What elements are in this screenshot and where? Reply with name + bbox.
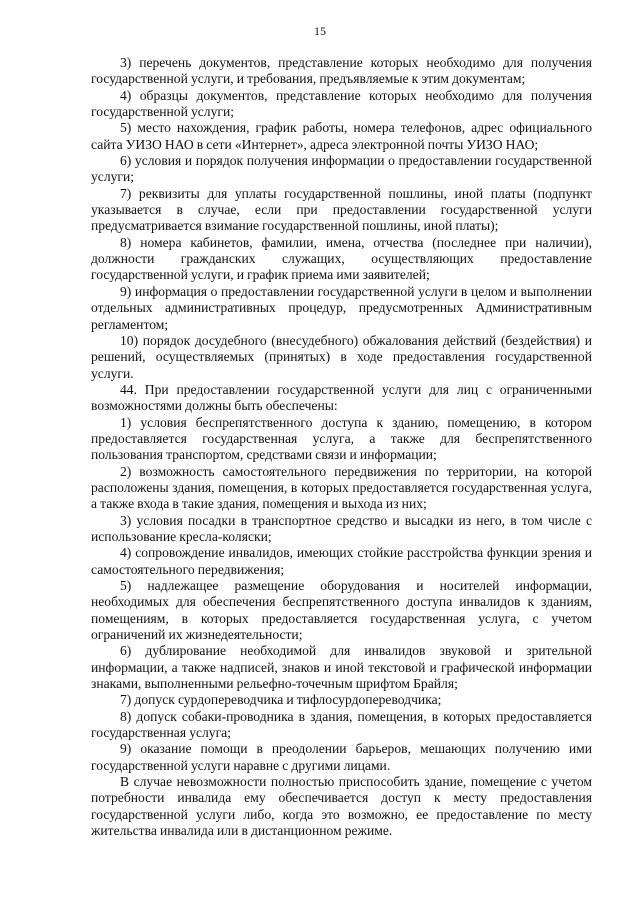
list-item-equipment: 5) надлежащее размещение оборудования и носителей информации, необходимых для обеспечения беспрепятственного доступа инвалидов к зданиям, помещениям, в которых предоставляется государственная услуга, с учетом ограничений их жизнедеятельности;: [91, 578, 592, 643]
list-item-access-conditions: 1) условия беспрепятственного доступа к зданию, помещению, в котором предоставляется государственная услуга, а также для беспрепятственного пользования транспортом, средствами связи и информации;: [91, 414, 592, 463]
list-item-interpreter: 7) допуск сурдопереводчика и тифлосурдопереводчика;: [120, 692, 442, 708]
list-item-contacts: 5) место нахождения, график работы, номера телефонов, адрес официального сайта УИЗО НАО в сети «Интернет», адреса электронной почты УИЗО НАО;: [91, 120, 592, 152]
list-item-info-conditions: 6) условия и порядок получения информации о предоставлении государственной услуги;: [91, 153, 592, 185]
closing-paragraph: В случае невозможности полностью приспособить здание, помещение с учетом потребности инвалида ему обеспечивается доступ к месту предоставления государственной услуги либо, когда это возможно, ее предоставление по месту жительства инвалида или в дистанционном режиме.: [91, 774, 592, 839]
section-44-intro: 44. При предоставлении государственной услуги для лиц с ограниченными возможностями должны быть обеспечены:: [91, 381, 592, 414]
document-body: [91, 55, 592, 840]
list-item-appeal-procedure: 10) порядок досудебного (внесудебного) обжалования действий (бездействия) и решений, осуществляемых (принятых) в ходе предоставления государственной услуги.: [91, 332, 592, 381]
page-number: 15: [314, 24, 326, 38]
list-item-office-staff: 8) номера кабинетов, фамилии, имена, отчества (последнее при наличии), должности гражданских служащих, осуществляющих предоставление государственной услуги, и график приема ими заявителей;: [91, 234, 592, 283]
list-item-barrier-help: 9) оказание помощи в преодолении барьеров, мешающих получению ими государственной услуги наравне с другими лицами.: [91, 741, 592, 773]
list-item-documents-list: 3) перечень документов, представление которых необходимо для получения государственной услуги, и требования, предъявляемые к этим документам;: [91, 55, 592, 87]
list-item-guide-dog: 8) допуск собаки-проводника в здания, помещения, в которых предоставляется государственная услуга;: [91, 708, 592, 741]
list-item-braille: 6) дублирование необходимой для инвалидов звуковой и зрительной информации, а также надписей, знаков и иной текстовой и графической информации знаками, выполненными рельефно-точечным шрифтом Брайля;: [91, 643, 592, 692]
list-item-payment-details: 7) реквизиты для уплаты государственной пошлины, иной платы (подпункт указывается в случае, если при предоставлении государственной услуги предусматривается взимание государственной пошлины, иной платы);: [91, 185, 592, 234]
list-item-transport: 3) условия посадки в транспортное средство и высадки из него, в том числе с использование кресла-коляски;: [91, 512, 592, 544]
list-item-escort: 4) сопровождение инвалидов, имеющих стойкие расстройства функции зрения и самостоятельного передвижения;: [91, 545, 592, 577]
list-item-movement: 2) возможность самостоятельного передвижения по территории, на которой расположены здания, помещения, в которых предоставляется государственная услуга, а также входа в такие здания, помещения и выхода из них;: [91, 463, 592, 512]
list-item-procedures-info: 9) информация о предоставлении государственной услуги в целом и выполнении отдельных административных процедур, предусмотренных Административным регламентом;: [91, 283, 592, 332]
list-item-document-samples: 4) образцы документов, представление которых необходимо для получения государственной услуги;: [91, 87, 592, 120]
